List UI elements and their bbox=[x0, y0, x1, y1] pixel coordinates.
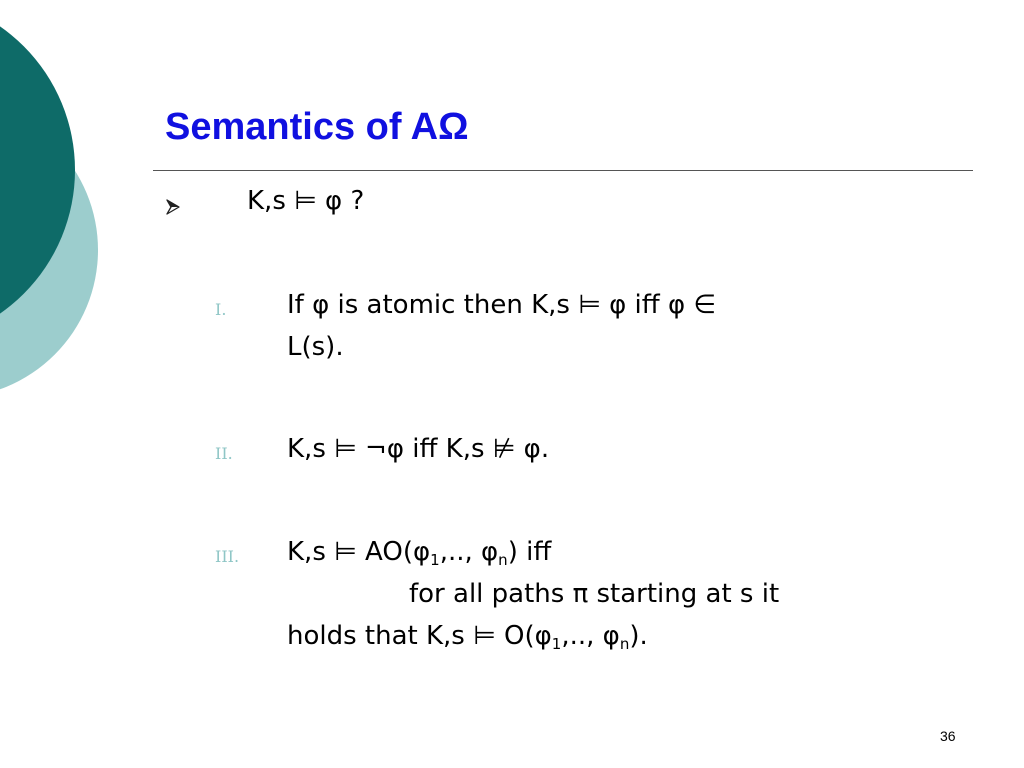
decorative-circles bbox=[0, 0, 110, 400]
list-item-3 bbox=[287, 531, 947, 657]
list-item-2-line-1: K,s ⊨ ¬φ iff K,s ⊭ φ. bbox=[287, 434, 550, 464]
slide-title: Semantics of AΩ bbox=[165, 106, 469, 148]
page-number: 36 bbox=[940, 728, 956, 744]
list-item-1-line-2: L(s). bbox=[287, 332, 344, 362]
list-item-2 bbox=[287, 428, 947, 470]
list-marker-3: III. bbox=[215, 547, 240, 566]
main-bullet-text: K,s ⊨ φ ? bbox=[247, 186, 365, 216]
title-divider bbox=[153, 170, 973, 171]
list-item-3-line-3: holds that K,s ⊨ $O(\varphi_1$,.., $\varphi_n$). bbox=[287, 621, 648, 653]
list-item-3-line-1: K,s ⊨ $AO(\varphi_1$,.., $\varphi_n$) iff bbox=[287, 537, 552, 569]
list-marker-2: II. bbox=[215, 444, 233, 463]
list-item-1-line-1: If φ is atomic then K,s ⊨ φ iff φ ∈ bbox=[287, 290, 717, 320]
list-marker-1: I. bbox=[215, 300, 227, 319]
arrow-bullet-icon bbox=[166, 199, 180, 215]
list-item-3-line-2: for all paths π starting at s it bbox=[409, 579, 780, 609]
list-item-1 bbox=[287, 284, 947, 368]
